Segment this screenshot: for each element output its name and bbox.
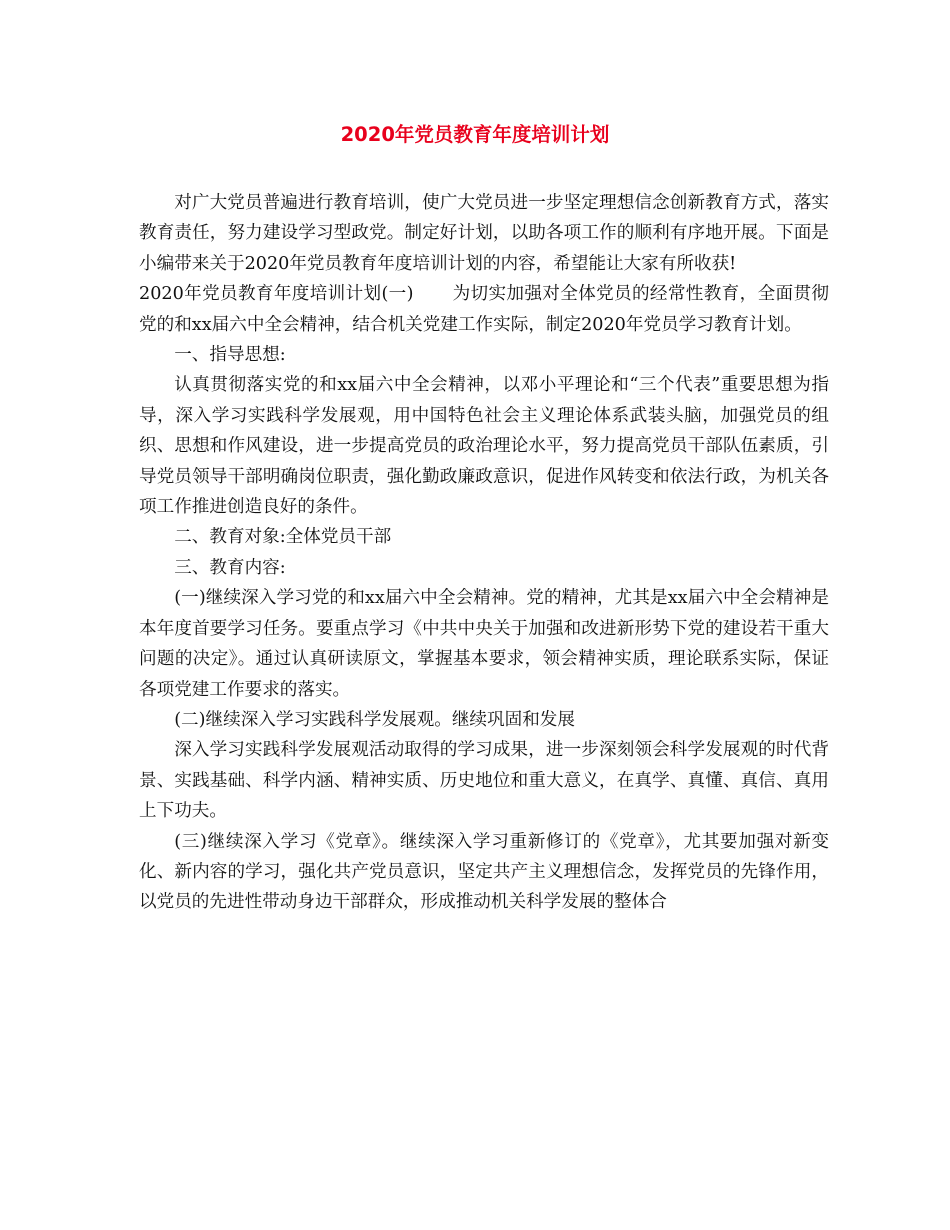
document-title: 2020年党员教育年度培训计划 xyxy=(340,123,610,146)
item1-paragraph: (一)继续深入学习党的和xx届六中全会精神。党的精神，尤其是xx届六中全会精神是本年度首要学习任务。要重点学习《中共中央关于加强和改进新形势下党的建设若干重大问题的决定》。通过认真研读原文，掌握基本要求，领会精神实质，理论联系实际，保证各项党建工作要求的落实。 xyxy=(139,588,829,700)
item2-paragraph: 深入学习实践科学发展观活动取得的学习成果，进一步深刻领会科学发展观的时代背景、实践基础、科学内涵、精神实质、历史地位和重大意义，在真学、真懂、真信、真用上下功夫。 xyxy=(139,740,829,822)
section1-heading: 一、指导思想: xyxy=(174,345,286,366)
item2-heading: (二)继续深入学习实践科学发展观。继续巩固和发展 xyxy=(174,709,575,730)
item3-paragraph: (三)继续深入学习《党章》。继续深入学习重新修订的《党章》，尤其要加强对新变化、新内容的学习，强化共产党员意识，坚定共产主义理想信念，发挥党员的先锋作用，以党员的先进性带动身边干部群众，形成推动机关科学发展的整体合 xyxy=(139,831,829,913)
plan-heading: 2020年党员教育年度培训计划(一) xyxy=(139,284,414,305)
document-body xyxy=(139,188,829,918)
plan-intro-text: 为切实加强对全体党员的经常性教育，全面贯彻党的和xx届六中全会精神，结合机关党建工作实际，制定2020年党员学习教育计划。 xyxy=(139,284,829,335)
section2-heading: 二、教育对象:全体党员干部 xyxy=(174,527,392,548)
plan-paragraph xyxy=(139,279,829,340)
section1-paragraph: 认真贯彻落实党的和xx届六中全会精神，以邓小平理论和“三个代表”重要思想为指导，深入学习实践科学发展观，用中国特色社会主义理论体系武装头脑，加强党员的组织、思想和作风建设，进一步提高党员的政治理论水平，努力提高党员干部队伍素质，引导党员领导干部明确岗位职责，强化勤政廉政意识，促进作风转变和依法行政，为机关各项工作推进创造良好的条件。 xyxy=(139,375,829,518)
intro-paragraph: 对广大党员普遍进行教育培训，使广大党员进一步坚定理想信念创新教育方式，落实教育责任，努力建设学习型政党。制定好计划，以助各项工作的顺利有序地开展。下面是小编带来关于2020年党员教育年度培训计划的内容，希望能让大家有所收获! xyxy=(139,193,829,274)
section3-heading: 三、教育内容: xyxy=(174,557,286,578)
